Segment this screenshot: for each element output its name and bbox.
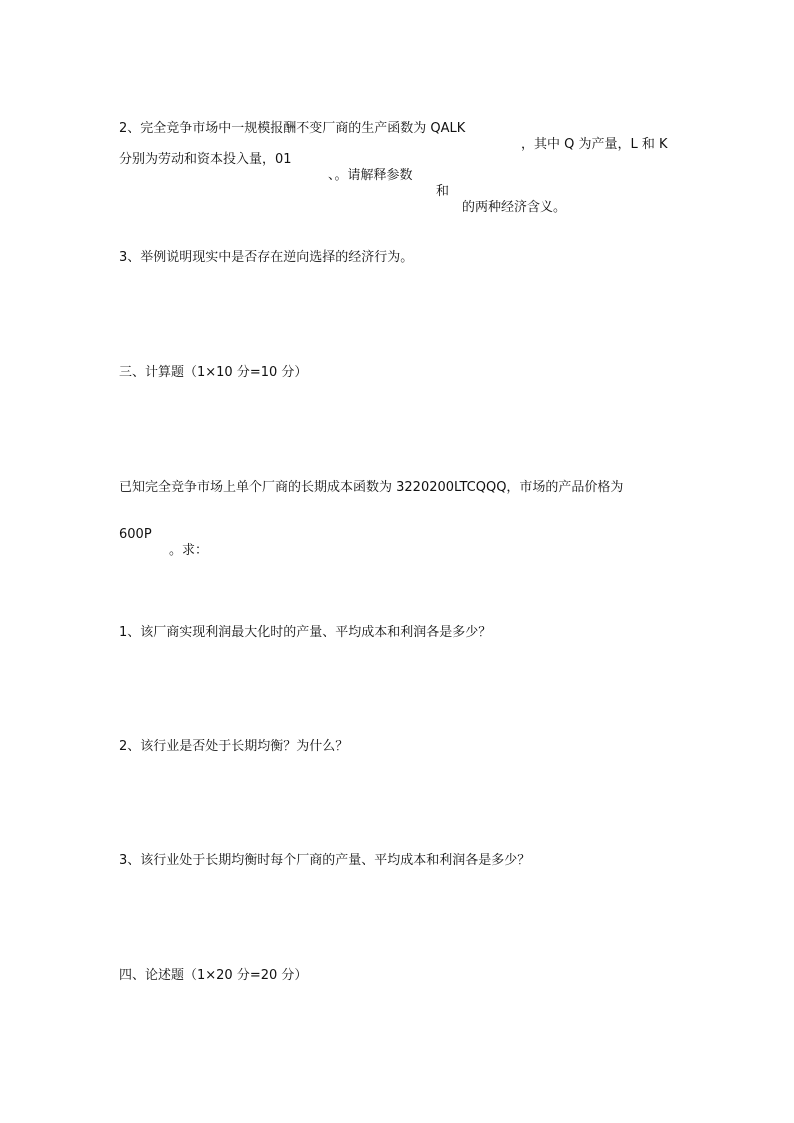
- question-2-text-b: ，其中 Q 为产量，L 和 K: [521, 137, 668, 152]
- question-2-text-f: 的两种经济含义。: [462, 200, 567, 215]
- question-2-text-d: 、。请解释参数: [328, 168, 413, 183]
- request-text: 。求：: [169, 543, 209, 558]
- sub-question-2: 2、该行业是否处于长期均衡？为什么？: [119, 739, 349, 754]
- sub-question-3: 3、该行业处于长期均衡时每个厂商的产量、平均成本和利润各是多少？: [119, 853, 531, 868]
- question-3: 3、举例说明现实中是否存在逆向选择的经济行为。: [119, 250, 414, 265]
- problem-statement-line-2: [119, 511, 209, 575]
- section-4-heading: 四、论述题（1×20 分=20 分）: [119, 968, 308, 983]
- section-3-heading: 三、计算题（1×10 分=10 分）: [119, 365, 308, 380]
- question-2-text-e: 和: [436, 184, 450, 199]
- price-expression: 600P: [119, 527, 152, 542]
- sub-question-1: 1、该厂商实现利润最大化时的产量、平均成本和利润各是多少？: [119, 625, 492, 640]
- question-2-text-a: 2、完全竞争市场中一规模报酬不变厂商的生产函数为 QALK: [119, 121, 466, 136]
- problem-statement-line-1: 已知完全竞争市场上单个厂商的长期成本函数为 3220200LTCQQQ，市场的产品价格为: [119, 480, 624, 495]
- question-2-text-c: 分别为劳动和资本投入量，01: [119, 152, 292, 167]
- question-2-line-2: [119, 136, 567, 232]
